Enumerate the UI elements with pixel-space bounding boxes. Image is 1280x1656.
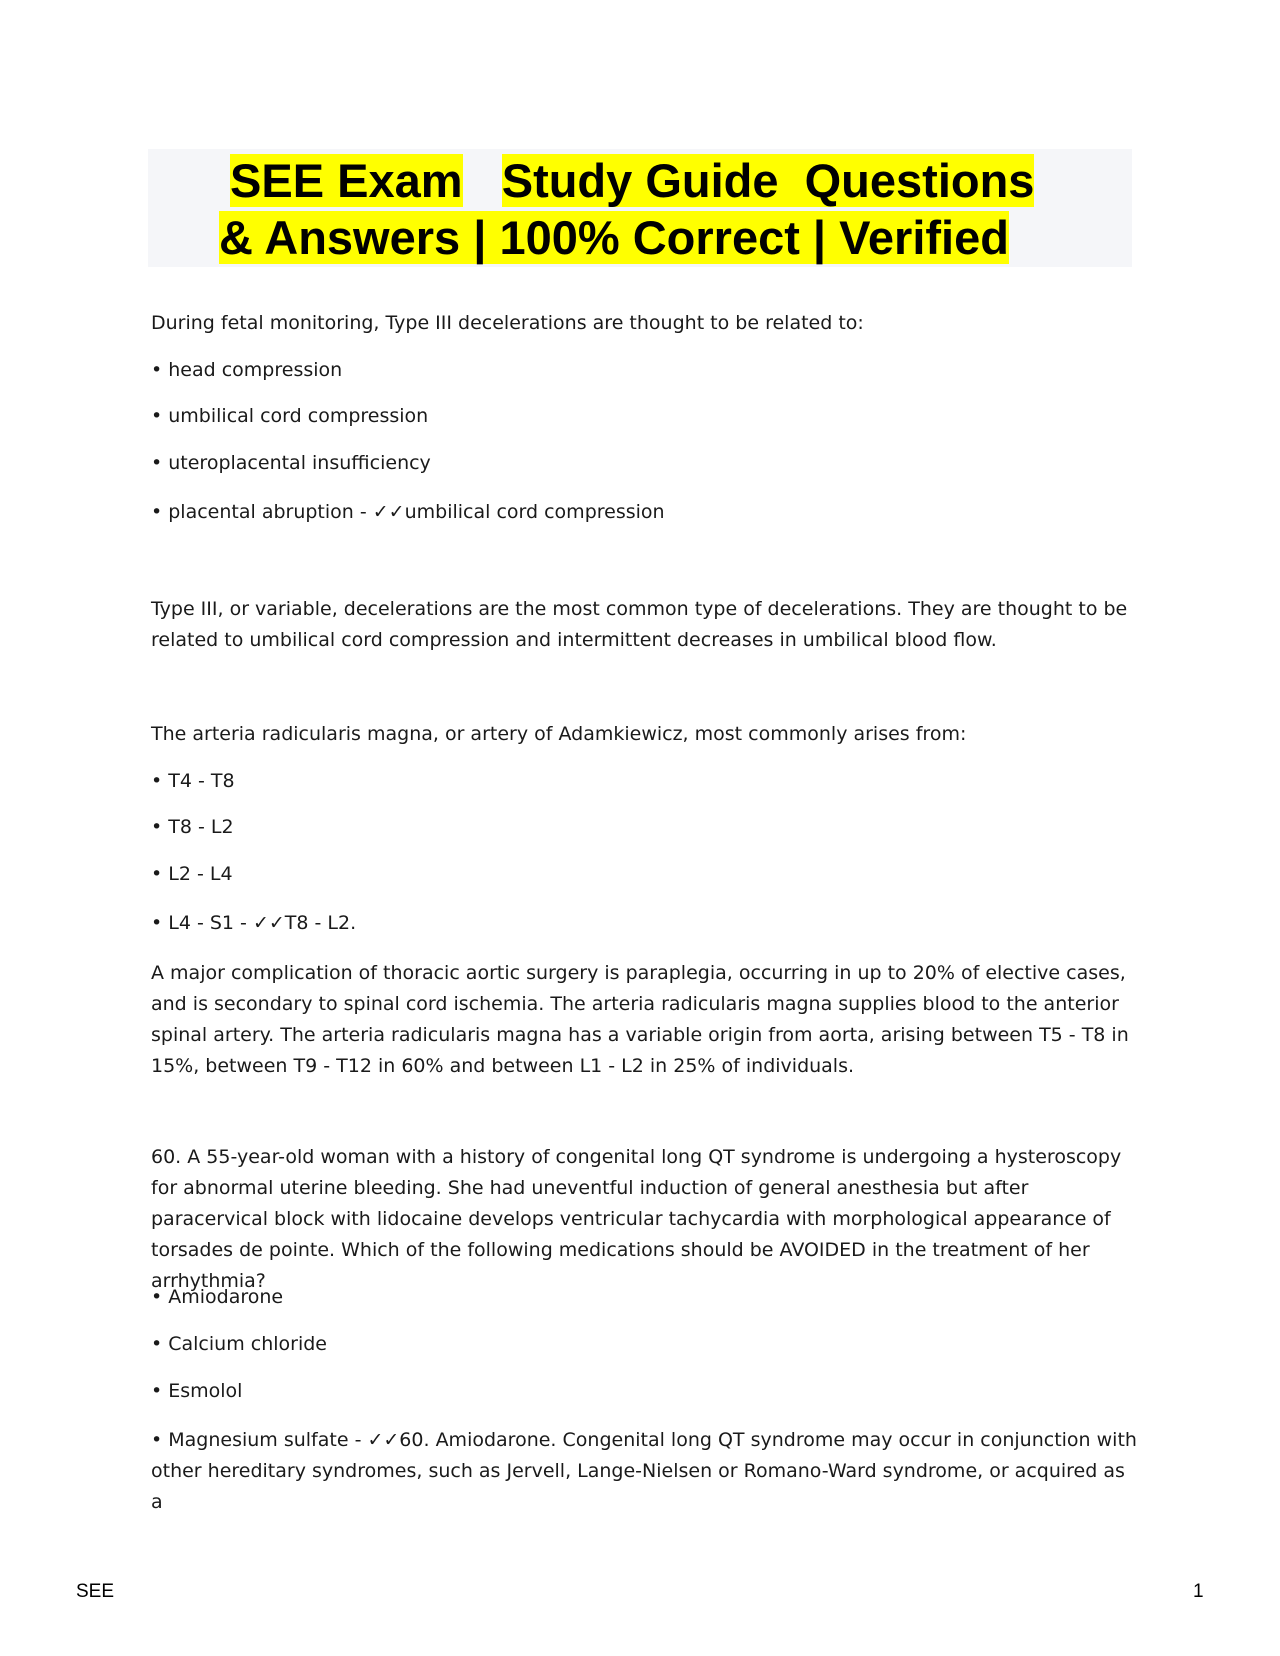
title-line-2 (219, 211, 1009, 265)
q3-option-1: • Amiodarone (151, 1286, 284, 1308)
footer-label: SEE (76, 1581, 115, 1602)
q2-option-1: • T4 - T8 (151, 770, 235, 792)
q2-option-4-answer: • L4 - S1 - ✓✓T8 - L2. (151, 912, 357, 934)
q2-option-2: • T8 - L2 (151, 816, 234, 838)
q2-option-3: • L2 - L4 (151, 863, 233, 885)
q3-option-2: • Calcium chloride (151, 1333, 327, 1355)
title-part-1: SEE Exam (230, 154, 463, 207)
q2-explanation: A major complication of thoracic aortic surgery is paraplegia, occurring in up to 20% of elective cases, and is secondary to spinal cord ischemia. The arteria radicularis magna supplies blood to the anterior spinal artery. The arteria radicularis magna has a variable origin from aorta, arising between T5 - T8 in 15%, between T9 - T12 in 60% and between L1 - L2 in 25% of individuals. (151, 962, 1129, 1077)
q1-explanation: Type III, or variable, decelerations are the most common type of decelerations. They are thought to be related to umbilical cord compression and intermittent decreases in umbilical blood flow. (151, 598, 1128, 651)
q2-question: The arteria radicularis magna, or artery of Adamkiewicz, most commonly arises from: (151, 723, 967, 745)
q3-option-3: • Esmolol (151, 1380, 243, 1402)
q1-question: During fetal monitoring, Type III decelerations are thought to be related to: (151, 312, 864, 334)
title-line-1 (230, 154, 1034, 208)
q1-option-2: • umbilical cord compression (151, 405, 429, 427)
q1-option-4-answer: • placental abruption - ✓✓umbilical cord compression (151, 501, 665, 523)
q3-question: 60. A 55-year-old woman with a history of congenital long QT syndrome is undergoing a hysteroscopy for abnormal uterine bleeding. She had uneventful induction of general anesthesia but after paracervical block with lidocaine develops ventricular tachycardia with morphological appearance of torsades de pointe. Which of the following medications should be AVOIDED in the treatment of her arrhythmia? (151, 1146, 1122, 1292)
q1-option-3: • uteroplacental insufficiency (151, 452, 431, 474)
q3-option-4-answer: • Magnesium sulfate - ✓✓60. Amiodarone. Congenital long QT syndrome may occur in conjunction with other hereditary syndromes, such as Jervell, Lange-Nielsen or Romano-Ward syndrome, or acquired as a (151, 1429, 1137, 1513)
q1-option-1: • head compression (151, 359, 343, 381)
page-number: 1 (1193, 1581, 1204, 1602)
title-part-3: & Answers | 100% Correct | Verified (219, 211, 1009, 264)
title-part-2: Study Guide Questions (501, 154, 1035, 207)
